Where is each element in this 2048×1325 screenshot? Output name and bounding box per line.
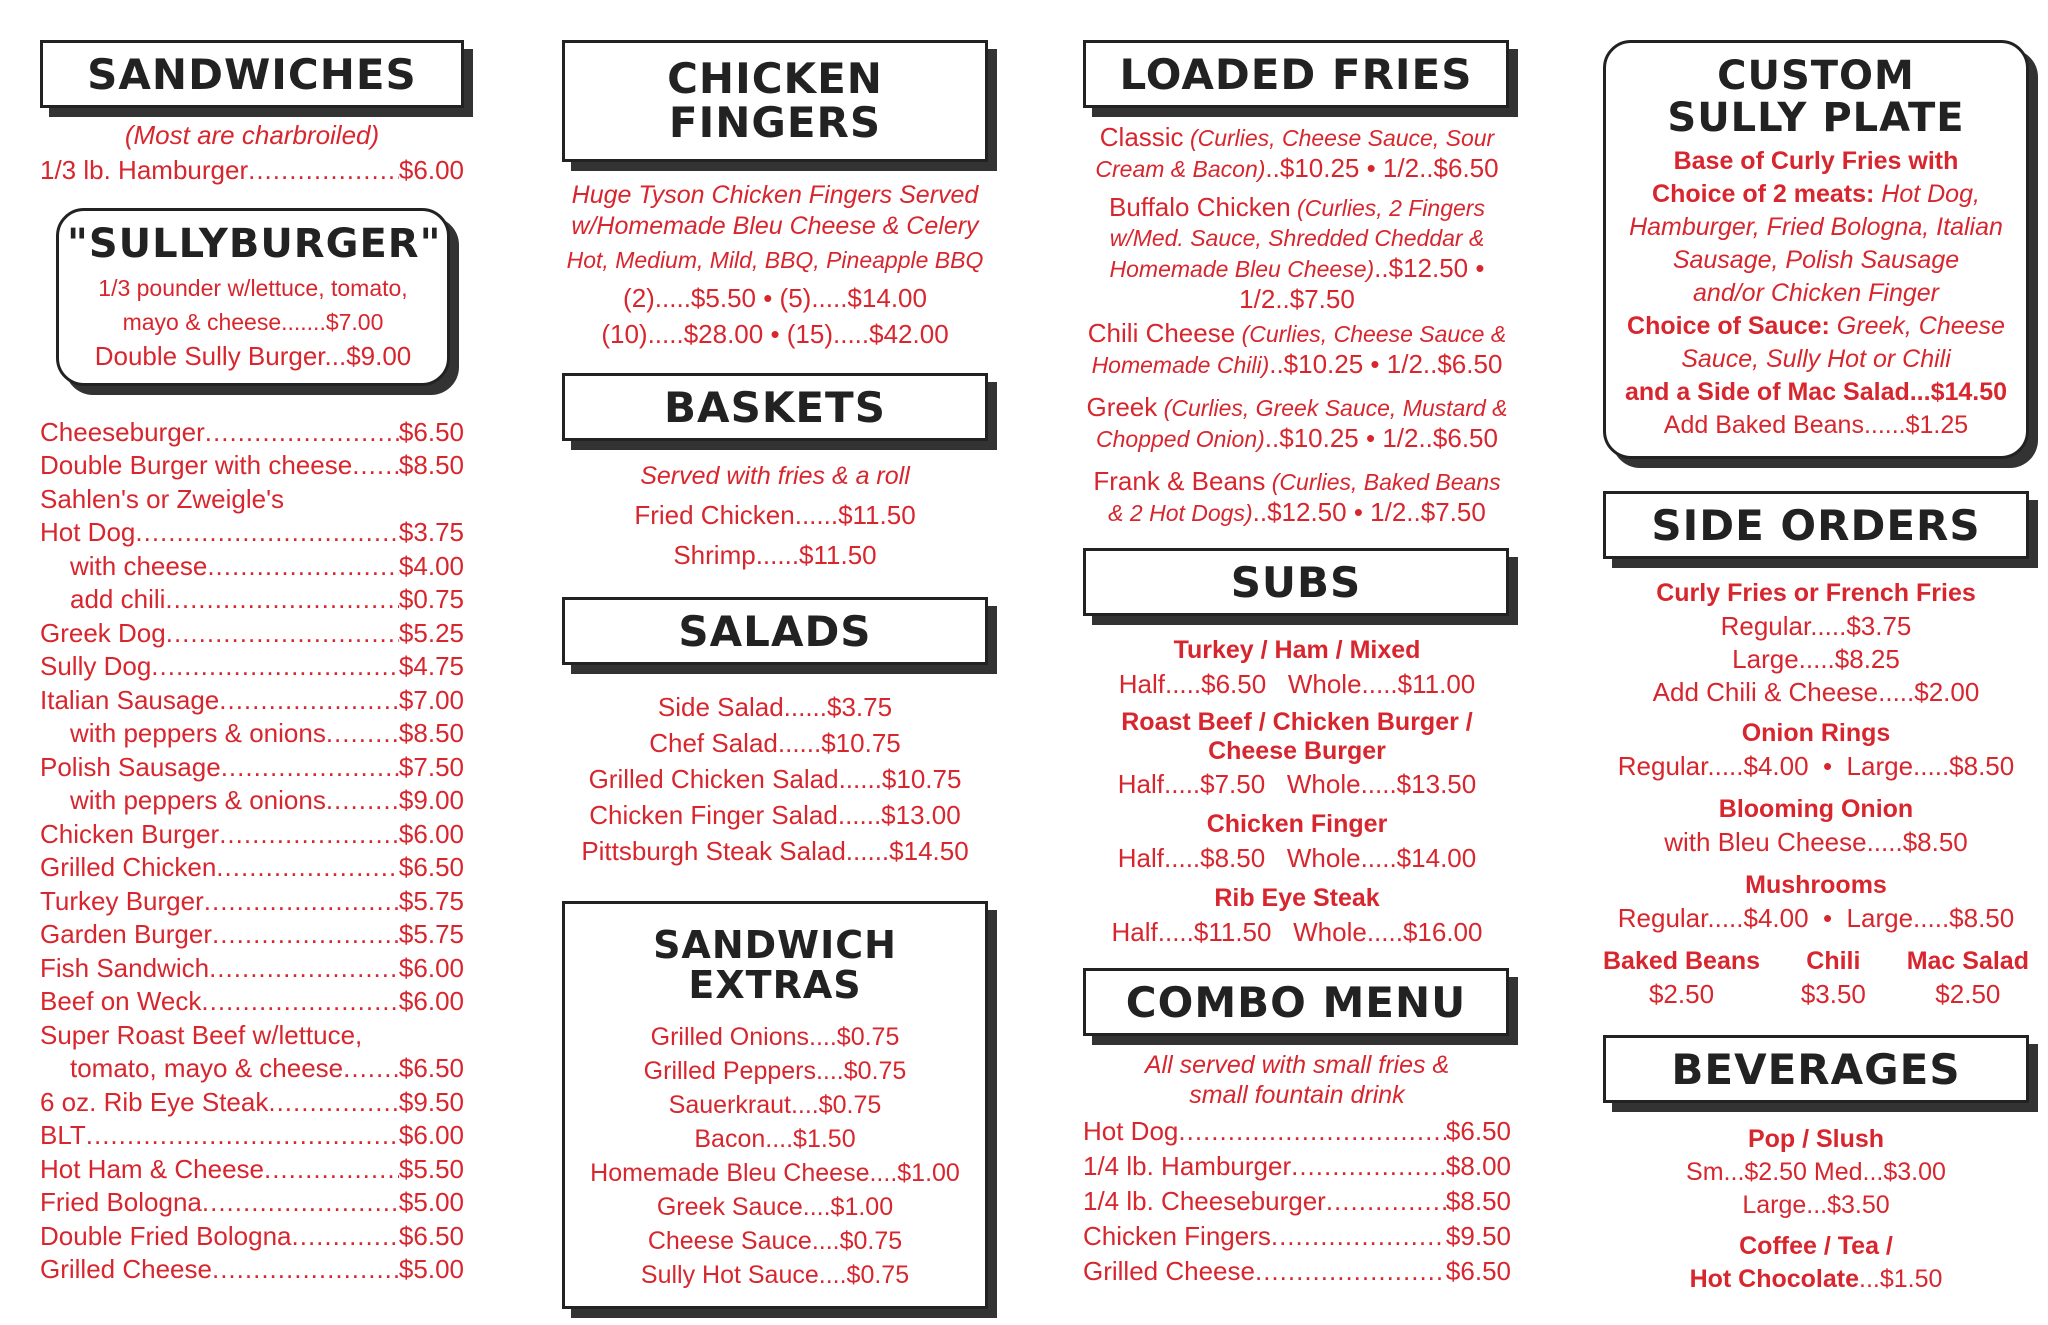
- menu-item: [40, 650, 464, 684]
- item-name: BLT: [40, 1120, 86, 1151]
- item-name: 1/3 lb. Hamburger: [40, 155, 249, 186]
- sullyburger-desc-2: mayo & cheese.......$7.00: [122, 308, 384, 335]
- custom-plate-title-2: SULLY PLATE: [1667, 95, 1965, 141]
- leader-dots: [166, 617, 399, 651]
- item-name: Double Burger with cheese: [40, 450, 353, 481]
- leader-dots: [326, 784, 399, 818]
- sub-name: Rib Eye Steak: [1214, 884, 1380, 913]
- item-price: $5.00: [398, 1187, 464, 1218]
- item-name: Turkey Burger: [40, 885, 204, 916]
- menu-item: [40, 449, 464, 483]
- side-price: $3.50: [1800, 979, 1866, 1010]
- chicken-fingers-title-2: FINGERS: [668, 98, 882, 148]
- item-name: with peppers & onions: [70, 785, 326, 816]
- leader-dots: [86, 1119, 399, 1153]
- extra-item: Cheese Sauce....$0.75: [647, 1227, 903, 1256]
- item-price: ..$10.25 • 1/2..$6.50: [1265, 153, 1499, 184]
- sub-name: Roast Beef / Chicken Burger /: [1121, 708, 1473, 737]
- leader-dots: [1271, 1219, 1446, 1254]
- item-detail: Chopped Onion): [1096, 426, 1265, 453]
- menu-item: [40, 985, 464, 1019]
- side-triple-item: [1801, 945, 1866, 1011]
- menu-item: [40, 784, 464, 818]
- salad-item: Pittsburgh Steak Salad......$14.50: [581, 836, 969, 867]
- item-price: $6.50: [1445, 1256, 1511, 1287]
- item-price: $9.50: [1445, 1221, 1511, 1252]
- item-price: 1/2..$7.50: [1239, 284, 1355, 315]
- menu-item: [40, 751, 464, 785]
- chicken-fingers-desc-1: Huge Tyson Chicken Fingers Served: [571, 181, 979, 210]
- item-name: add chili: [70, 584, 166, 615]
- plate-line: and/or Chicken Finger: [1693, 279, 1939, 307]
- item-name: Beef on Weck: [40, 986, 202, 1017]
- item-name: Italian Sausage: [40, 684, 220, 715]
- beverage-title: Coffee / Tea /: [1739, 1232, 1893, 1261]
- plate-label: Choice of Sauce:: [1627, 312, 1830, 340]
- sub-name: Cheese Burger: [1208, 737, 1386, 766]
- sub-prices: Half.....$11.50 Whole.....$16.00: [1111, 917, 1483, 948]
- item-name: Chili Cheese: [1087, 318, 1236, 349]
- item-detail: (Curlies, Cheese Sauce &: [1235, 321, 1507, 348]
- menu-item: [40, 1253, 464, 1287]
- loaded-fries-item: [1083, 122, 1511, 184]
- side-orders-header: SIDE ORDERS: [1603, 491, 2029, 559]
- custom-plate-title-1: CUSTOM: [1717, 53, 1915, 99]
- item-price: $6.50: [398, 416, 464, 447]
- item-detail: (Curlies, 2 Fingers: [1290, 195, 1485, 222]
- menu-item: [40, 550, 464, 584]
- item-name: tomato, mayo & cheese: [70, 1053, 344, 1084]
- beverage-line: [1603, 1263, 2029, 1296]
- combo-menu-header: COMBO MENU: [1083, 968, 1509, 1036]
- leader-dots: [151, 650, 399, 684]
- menu-item: [40, 1052, 464, 1086]
- item-price: ..$10.25 • 1/2..$6.50: [1269, 349, 1503, 380]
- leader-dots: [165, 583, 399, 617]
- baskets-header: BASKETS: [562, 373, 988, 441]
- baskets-note: Served with fries & a roll: [640, 462, 910, 491]
- column-fries-subs-combo: [1083, 40, 1511, 1289]
- item-price: $3.75: [398, 517, 464, 548]
- item-name: Sully Dog: [40, 651, 152, 682]
- item-price: ..$12.50 • 1/2..$7.50: [1252, 497, 1486, 528]
- item-price: $6.50: [1445, 1116, 1511, 1147]
- item-name: 6 oz. Rib Eye Steak: [40, 1086, 269, 1117]
- item-price: $5.00: [398, 1254, 464, 1285]
- leader-dots: [202, 1186, 399, 1220]
- item-price: $6.50: [398, 852, 464, 883]
- extra-item: Grilled Peppers....$0.75: [643, 1057, 907, 1086]
- item-name: Grilled Cheese: [40, 1254, 212, 1285]
- plate-label: Choice of 2 meats:: [1652, 180, 1875, 208]
- menu-item: [1083, 1149, 1511, 1184]
- leader-dots: [204, 885, 399, 919]
- item-detail: (Curlies, Cheese Sauce, Sour: [1183, 125, 1495, 152]
- item-price: $6.00: [398, 818, 464, 849]
- leader-dots: [268, 1086, 399, 1120]
- beverage-price: ...$1.50: [1859, 1265, 1943, 1294]
- leader-dots: [292, 1220, 399, 1254]
- menu-item: [40, 416, 464, 450]
- item-price: $7.00: [398, 684, 464, 715]
- column-sandwiches: [40, 40, 464, 1287]
- item-name: Polish Sausage: [40, 751, 221, 782]
- menu-item: [40, 684, 464, 718]
- item-price: $6.00: [398, 1120, 464, 1151]
- leader-dots: [219, 684, 399, 718]
- loaded-fries-item: [1083, 318, 1511, 380]
- menu-item: [1083, 1254, 1511, 1289]
- sandwich-list: [40, 416, 464, 1287]
- menu-item: [40, 918, 464, 952]
- item-price: $4.75: [398, 651, 464, 682]
- menu-item: [40, 154, 464, 188]
- side-title: Onion Rings: [1741, 719, 1891, 748]
- plate-line: Hamburger, Fried Bologna, Italian: [1629, 213, 2003, 241]
- basket-item: Fried Chicken......$11.50: [634, 500, 916, 531]
- item-price: $8.50: [1445, 1186, 1511, 1217]
- sullyburger-desc-1: 1/3 pounder w/lettuce, tomato,: [98, 274, 408, 301]
- item-name: Fried Bologna: [40, 1187, 202, 1218]
- item-name: Classic: [1099, 122, 1184, 153]
- column-plate-sides-beverages: [1603, 40, 2029, 1296]
- loaded-fries-header: LOADED FRIES: [1083, 40, 1509, 108]
- extra-item: Bacon....$1.50: [694, 1125, 856, 1154]
- item-price: $6.50: [398, 1053, 464, 1084]
- combo-note-2: small fountain drink: [1189, 1081, 1405, 1110]
- item-price: ..$10.25 • 1/2..$6.50: [1264, 423, 1498, 454]
- sandwich-extras-box: [562, 901, 988, 1309]
- leader-dots: [205, 416, 399, 450]
- item-name: with peppers & onions: [70, 718, 326, 749]
- side-line: Regular.....$3.75: [1720, 611, 1912, 642]
- item-detail: Homemade Chili): [1091, 352, 1270, 379]
- leader-dots: [216, 851, 399, 885]
- side-name: Mac Salad: [1906, 947, 2029, 976]
- sandwich-extras-title-2: EXTRAS: [688, 963, 862, 1008]
- plate-line: Sauce, Sully Hot or Chili: [1681, 345, 1951, 373]
- leader-dots: [352, 449, 399, 483]
- menu-item: [40, 818, 464, 852]
- basket-item: Shrimp......$11.50: [673, 540, 877, 571]
- item-name: Buffalo Chicken: [1109, 192, 1291, 223]
- menu-item: [40, 885, 464, 919]
- menu-item: [40, 952, 464, 986]
- subs-header: SUBS: [1083, 548, 1509, 616]
- side-title: Blooming Onion: [1718, 795, 1914, 824]
- plate-line: and a Side of Mac Salad...$14.50: [1624, 378, 2008, 406]
- extra-item: Grilled Onions....$0.75: [650, 1023, 900, 1052]
- loaded-fries-item: [1083, 392, 1511, 454]
- item-detail: w/Med. Sauce, Shredded Cheddar &: [1109, 225, 1485, 252]
- leader-dots: [1326, 1184, 1446, 1219]
- extra-item: Sauerkraut....$0.75: [668, 1091, 882, 1120]
- combo-note-1: All served with small fries &: [1144, 1051, 1450, 1080]
- custom-sully-plate-box: [1603, 40, 2029, 459]
- item-price: $6.00: [398, 986, 464, 1017]
- leader-dots: [326, 717, 399, 751]
- item-name: Chicken Fingers: [1083, 1221, 1271, 1252]
- item-name: Greek Dog: [40, 617, 166, 648]
- item-detail: (Curlies, Greek Sauce, Mustard &: [1157, 395, 1508, 422]
- item-detail: Homemade Bleu Cheese): [1109, 256, 1375, 283]
- item-price: $5.75: [398, 919, 464, 950]
- sullyburger-title: "SULLYBURGER": [67, 220, 442, 267]
- side-name: Chili: [1806, 947, 1861, 976]
- chicken-fingers-desc-2: w/Homemade Bleu Cheese & Celery: [571, 212, 979, 241]
- menu-item: [40, 1220, 464, 1254]
- item-price: $7.50: [398, 751, 464, 782]
- menu-item: [40, 516, 464, 550]
- menu-item: [40, 1086, 464, 1120]
- beverage-line: Sm...$2.50 Med...$3.00: [1686, 1158, 1946, 1187]
- side-triple-item: [1907, 945, 2029, 1011]
- menu-item: [1083, 1184, 1511, 1219]
- item-name: Frank & Beans: [1093, 466, 1266, 497]
- item-price: $5.75: [398, 885, 464, 916]
- sub-name: Turkey / Ham / Mixed: [1173, 636, 1421, 665]
- leader-dots: [219, 818, 399, 852]
- sub-prices: Half.....$8.50 Whole.....$14.00: [1117, 843, 1477, 874]
- leader-dots: [207, 550, 399, 584]
- salad-item: Chicken Finger Salad......$13.00: [589, 800, 961, 831]
- item-name: Super Roast Beef w/lettuce,: [40, 1019, 363, 1050]
- side-title: Mushrooms: [1745, 871, 1887, 900]
- item-name: Chicken Burger: [40, 818, 220, 849]
- loaded-fries-item: [1083, 192, 1511, 314]
- item-name: with cheese: [70, 550, 208, 581]
- side-title: Curly Fries or French Fries: [1656, 579, 1976, 608]
- item-name: Sahlen's or Zweigle's: [40, 483, 285, 514]
- side-line: Add Chili & Cheese.....$2.00: [1652, 677, 1980, 708]
- side-line: with Bleu Cheese.....$8.50: [1664, 827, 1968, 858]
- item-name: Grilled Cheese: [1083, 1256, 1255, 1287]
- item-price: $9.00: [398, 785, 464, 816]
- plate-text: Hot Dog,: [1874, 180, 1980, 208]
- item-name: Cheeseburger: [40, 416, 205, 447]
- leader-dots: [135, 516, 399, 550]
- extra-item: Greek Sauce....$1.00: [656, 1193, 894, 1222]
- beverage-title: Pop / Slush: [1747, 1125, 1885, 1154]
- side-triple: [1603, 945, 2029, 1011]
- chicken-fingers-sauces: Hot, Medium, Mild, BBQ, Pineapple BBQ: [566, 247, 984, 274]
- menu-item: [40, 483, 464, 517]
- item-name: 1/4 lb. Hamburger: [1083, 1151, 1292, 1182]
- plate-line: [1612, 310, 2020, 343]
- leader-dots: [1255, 1254, 1446, 1289]
- leader-dots: [248, 154, 399, 188]
- beverages-header: BEVERAGES: [1603, 1035, 2029, 1103]
- item-name: 1/4 lb. Cheeseburger: [1083, 1186, 1326, 1217]
- extra-item: Homemade Bleu Cheese....$1.00: [590, 1159, 960, 1188]
- item-price: $6.50: [398, 1220, 464, 1251]
- salad-item: Chef Salad......$10.75: [649, 728, 901, 759]
- item-price: $5.25: [398, 617, 464, 648]
- chicken-fingers-prices-2: (10).....$28.00 • (15).....$42.00: [601, 319, 949, 350]
- sandwich-extras-title-1: SANDWICH: [653, 923, 897, 968]
- plate-line: Base of Curly Fries with: [1673, 147, 1959, 175]
- chicken-fingers-prices-1: (2).....$5.50 • (5).....$14.00: [623, 283, 927, 314]
- beverage-line: Large...$3.50: [1742, 1191, 1890, 1220]
- menu-item: [40, 717, 464, 751]
- sullyburger-double: Double Sully Burger...$9.00: [94, 340, 412, 371]
- menu-item: [1083, 1219, 1511, 1254]
- menu-item: [40, 851, 464, 885]
- sandwiches-note: (Most are charbroiled): [124, 120, 380, 151]
- plate-line: [1612, 178, 2020, 211]
- chicken-fingers-title-1: CHICKEN: [667, 54, 883, 103]
- extra-item: Sully Hot Sauce....$0.75: [640, 1261, 910, 1290]
- leader-dots: [1178, 1114, 1446, 1149]
- item-price: $8.00: [1445, 1151, 1511, 1182]
- side-name: Baked Beans: [1603, 947, 1761, 976]
- beverage-name: Hot Chocolate: [1689, 1265, 1860, 1294]
- item-price: ..$12.50 •: [1374, 253, 1485, 284]
- item-price: $8.50: [398, 718, 464, 749]
- side-line: Large.....$8.25: [1732, 644, 1900, 675]
- menu-item: [40, 1186, 464, 1220]
- leader-dots: [221, 751, 399, 785]
- menu-item: [1083, 1114, 1511, 1149]
- sub-prices: Half.....$7.50 Whole.....$13.50: [1117, 769, 1477, 800]
- plate-line: Add Baked Beans......$1.25: [1663, 411, 1969, 439]
- menu-item: [40, 1153, 464, 1187]
- column-chicken-baskets-salads: [562, 40, 988, 1309]
- sub-prices: Half.....$6.50 Whole.....$11.00: [1118, 669, 1476, 700]
- leader-dots: [1291, 1149, 1446, 1184]
- item-price: $5.50: [398, 1153, 464, 1184]
- plate-text: Greek, Cheese: [1829, 312, 2005, 340]
- leader-dots: [343, 1052, 399, 1086]
- item-detail: Cream & Bacon): [1095, 156, 1266, 183]
- side-price: $2.50: [1935, 979, 2001, 1010]
- item-name: Hot Dog: [1083, 1116, 1179, 1147]
- sandwiches-header: SANDWICHES: [40, 40, 464, 108]
- item-name: Garden Burger: [40, 919, 212, 950]
- menu-item: [40, 583, 464, 617]
- menu-item: [40, 617, 464, 651]
- item-name: Grilled Chicken: [40, 852, 217, 883]
- salad-item: Side Salad......$3.75: [657, 692, 893, 723]
- menu-item: [40, 1019, 464, 1053]
- sullyburger-box: [56, 208, 450, 386]
- item-price: $6.00: [398, 155, 464, 186]
- chicken-fingers-header: [562, 40, 988, 162]
- sub-name: Chicken Finger: [1206, 810, 1388, 839]
- item-name: Fish Sandwich: [40, 952, 210, 983]
- item-name: Hot Ham & Cheese: [40, 1153, 264, 1184]
- salads-header: SALADS: [562, 597, 988, 665]
- loaded-fries-item: [1083, 466, 1511, 528]
- leader-dots: [212, 918, 399, 952]
- item-detail: & 2 Hot Dogs): [1108, 500, 1253, 527]
- leader-dots: [264, 1153, 399, 1187]
- menu-item: [40, 1119, 464, 1153]
- item-price: $6.00: [398, 952, 464, 983]
- salad-item: Grilled Chicken Salad......$10.75: [588, 764, 962, 795]
- leader-dots: [212, 1253, 399, 1287]
- item-name: Greek: [1086, 392, 1158, 423]
- item-name: Double Fried Bologna: [40, 1220, 292, 1251]
- item-price: $4.00: [398, 550, 464, 581]
- item-detail: (Curlies, Baked Beans: [1265, 469, 1501, 496]
- item-price: $8.50: [398, 450, 464, 481]
- leader-dots: [209, 952, 399, 986]
- side-price: $2.50: [1648, 979, 1715, 1010]
- side-line: Regular.....$4.00 • Large.....$8.50: [1617, 903, 2015, 934]
- side-line: Regular.....$4.00 • Large.....$8.50: [1617, 751, 2015, 782]
- item-price: $9.50: [398, 1086, 464, 1117]
- plate-line: Sausage, Polish Sausage: [1672, 246, 1960, 274]
- item-name: Hot Dog: [40, 517, 136, 548]
- side-triple-item: [1603, 945, 1760, 1011]
- leader-dots: [201, 985, 399, 1019]
- item-price: $0.75: [398, 584, 464, 615]
